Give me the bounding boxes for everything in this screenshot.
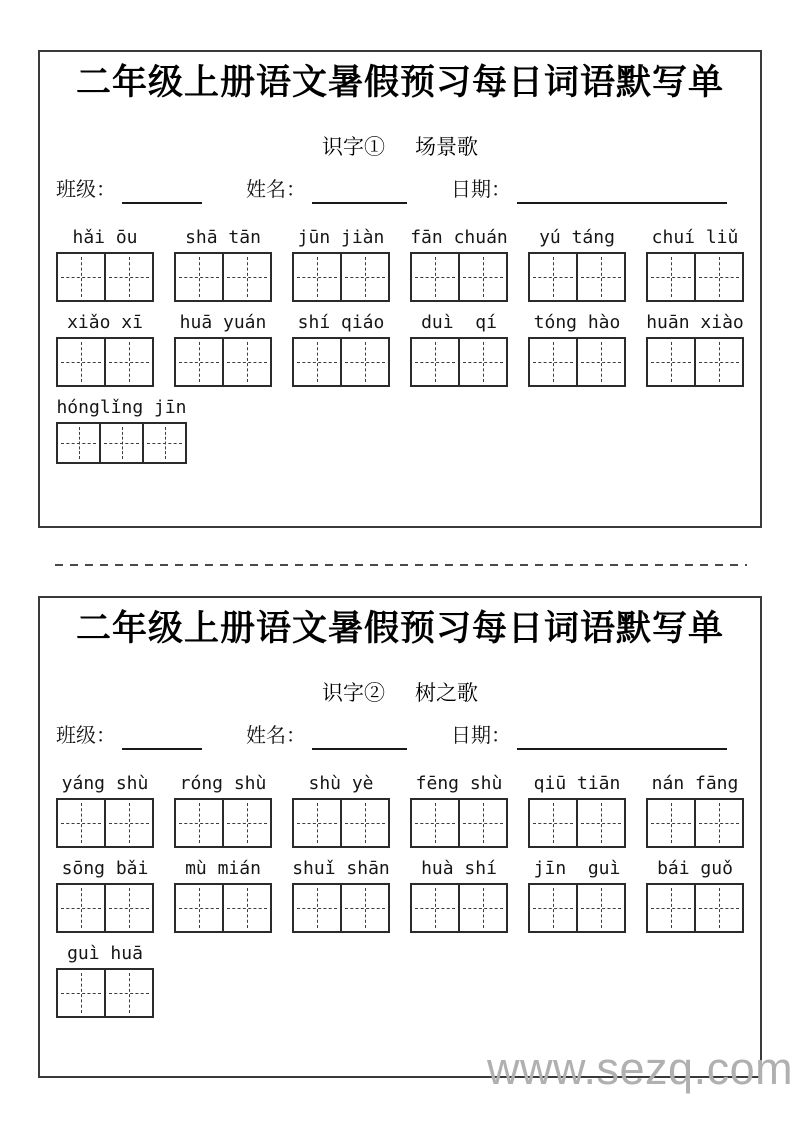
writing-cell [294, 800, 340, 846]
word-row [56, 942, 744, 1018]
class-blank-line [122, 178, 202, 204]
writing-cell [412, 339, 458, 385]
writing-cell [576, 254, 624, 300]
writing-cell [99, 424, 142, 462]
word-column [56, 396, 187, 464]
sheet-title: 二年级上册语文暑假预习每日词语默写单 [75, 609, 724, 648]
writing-cell [340, 885, 388, 931]
writing-cell [176, 885, 222, 931]
pinyin-label: shā tān [185, 227, 261, 248]
writing-grid [56, 883, 154, 933]
word-column [56, 226, 154, 302]
name-label: 姓名： [246, 179, 306, 201]
writing-grid [410, 798, 508, 848]
writing-grid [56, 252, 154, 302]
pinyin-label: hǎi ōu [72, 227, 138, 248]
cut-dashed-line [55, 564, 747, 566]
writing-cell [294, 885, 340, 931]
writing-cell [176, 339, 222, 385]
writing-cell [142, 424, 185, 462]
writing-cell [694, 885, 742, 931]
lesson-subtitle [56, 134, 744, 162]
word-column [528, 311, 626, 387]
date-field [451, 176, 727, 204]
date-label: 日期： [451, 179, 511, 201]
word-column [410, 772, 508, 848]
writing-grid [528, 252, 626, 302]
name-field [246, 722, 407, 750]
word-column [174, 311, 272, 387]
writing-cell [104, 339, 152, 385]
pinyin-label: róng shù [179, 773, 267, 794]
class-label: 班级： [56, 179, 116, 201]
writing-grid [646, 252, 744, 302]
writing-grid [410, 337, 508, 387]
class-blank-line [122, 724, 202, 750]
pinyin-label: fēng shù [415, 773, 503, 794]
date-label: 日期： [451, 725, 511, 747]
writing-cell [576, 339, 624, 385]
word-column [174, 772, 272, 848]
pinyin-label: shuǐ shān [292, 858, 390, 879]
info-fields [56, 722, 744, 750]
writing-cell [222, 885, 270, 931]
writing-grid [56, 968, 154, 1018]
lesson-name: 场景歌 [415, 136, 478, 159]
lesson-subtitle [56, 680, 744, 708]
writing-cell [340, 339, 388, 385]
writing-cell [58, 800, 104, 846]
word-column [56, 942, 154, 1018]
writing-grid [410, 883, 508, 933]
writing-cell [176, 254, 222, 300]
lesson-number: 识字② [322, 682, 385, 705]
writing-cell [694, 800, 742, 846]
pinyin-label: shí qiáo [297, 312, 385, 333]
writing-grid [646, 798, 744, 848]
name-label: 姓名： [246, 725, 306, 747]
writing-grid [292, 337, 390, 387]
writing-cell [58, 254, 104, 300]
pinyin-label: yú táng [539, 227, 615, 248]
writing-cell [294, 339, 340, 385]
pinyin-label: hónglǐng jīn [56, 397, 187, 418]
writing-grid [56, 337, 154, 387]
writing-cell [58, 339, 104, 385]
class-field [56, 722, 202, 750]
writing-cell [222, 254, 270, 300]
pinyin-label: xiǎo xī [67, 312, 143, 333]
writing-grid [292, 252, 390, 302]
writing-cell [530, 885, 576, 931]
word-column [174, 226, 272, 302]
pinyin-label: yáng shù [61, 773, 149, 794]
word-row [56, 857, 744, 933]
word-column [292, 857, 390, 933]
writing-grid [174, 883, 272, 933]
writing-cell [412, 885, 458, 931]
pinyin-label: chuí liǔ [651, 227, 739, 248]
writing-cell [648, 339, 694, 385]
writing-grid [56, 798, 154, 848]
writing-cell [648, 800, 694, 846]
writing-cell [294, 254, 340, 300]
word-column [646, 857, 744, 933]
writing-grid [174, 798, 272, 848]
word-column [56, 311, 154, 387]
writing-cell [458, 885, 506, 931]
writing-cell [104, 885, 152, 931]
writing-cell [412, 254, 458, 300]
word-column [646, 772, 744, 848]
writing-cell [530, 254, 576, 300]
word-column [174, 857, 272, 933]
name-blank-line [312, 724, 407, 750]
writing-grid [646, 883, 744, 933]
writing-cell [694, 339, 742, 385]
pinyin-label: guì huā [67, 943, 143, 964]
worksheet-card-1 [38, 50, 762, 528]
lesson-number: 识字① [322, 136, 385, 159]
pinyin-label: shù yè [308, 773, 374, 794]
pinyin-label: qiū tiān [533, 773, 621, 794]
writing-cell [458, 800, 506, 846]
pinyin-label: sōng bǎi [61, 858, 149, 879]
writing-grid [528, 337, 626, 387]
date-blank-line [517, 724, 727, 750]
pinyin-label: jīn guì [533, 858, 621, 879]
word-row [56, 311, 744, 387]
word-row [56, 226, 744, 302]
writing-cell [176, 800, 222, 846]
word-column [410, 226, 508, 302]
pinyin-label: fān chuán [410, 227, 508, 248]
writing-cell [58, 424, 99, 462]
pinyin-label: jūn jiàn [297, 227, 385, 248]
word-row [56, 396, 744, 464]
word-row [56, 772, 744, 848]
name-field [246, 176, 407, 204]
word-rows [56, 226, 744, 464]
writing-cell [530, 800, 576, 846]
date-field [451, 722, 727, 750]
pinyin-label: huā yuán [179, 312, 267, 333]
word-column [292, 772, 390, 848]
writing-cell [58, 970, 104, 1016]
writing-cell [340, 800, 388, 846]
writing-cell [412, 800, 458, 846]
pinyin-label: nán fāng [651, 773, 739, 794]
writing-cell [648, 254, 694, 300]
date-blank-line [517, 178, 727, 204]
writing-cell [58, 885, 104, 931]
sheet-title: 二年级上册语文暑假预习每日词语默写单 [75, 63, 724, 102]
writing-grid [174, 337, 272, 387]
info-fields [56, 176, 744, 204]
writing-cell [222, 339, 270, 385]
writing-cell [104, 800, 152, 846]
pinyin-label: tóng hào [533, 312, 621, 333]
word-column [410, 857, 508, 933]
word-column [410, 311, 508, 387]
writing-grid [646, 337, 744, 387]
writing-cell [104, 970, 152, 1016]
pinyin-label: bái guǒ [657, 858, 733, 879]
pinyin-label: huà shí [421, 858, 497, 879]
worksheet-card-2 [38, 596, 762, 1078]
word-column [528, 226, 626, 302]
word-column [56, 857, 154, 933]
word-column [56, 772, 154, 848]
word-column [528, 857, 626, 933]
writing-cell [458, 339, 506, 385]
watermark: www.sezq.com [487, 1043, 794, 1094]
writing-grid [410, 252, 508, 302]
writing-grid [292, 798, 390, 848]
word-column [528, 772, 626, 848]
writing-cell [648, 885, 694, 931]
writing-cell [458, 254, 506, 300]
writing-cell [576, 800, 624, 846]
pinyin-label: mù mián [185, 858, 261, 879]
word-column [292, 311, 390, 387]
writing-grid [528, 798, 626, 848]
writing-cell [340, 254, 388, 300]
class-label: 班级： [56, 725, 116, 747]
writing-grid [174, 252, 272, 302]
word-column [646, 226, 744, 302]
writing-grid [292, 883, 390, 933]
writing-cell [104, 254, 152, 300]
writing-cell [222, 800, 270, 846]
writing-cell [530, 339, 576, 385]
word-column [646, 311, 744, 387]
writing-grid [528, 883, 626, 933]
name-blank-line [312, 178, 407, 204]
pinyin-label: duì qí [421, 312, 497, 333]
writing-cell [694, 254, 742, 300]
word-column [292, 226, 390, 302]
lesson-name: 树之歌 [415, 682, 478, 705]
class-field [56, 176, 202, 204]
word-rows [56, 772, 744, 1018]
writing-cell [576, 885, 624, 931]
writing-grid [56, 422, 187, 464]
pinyin-label: huān xiào [646, 312, 744, 333]
